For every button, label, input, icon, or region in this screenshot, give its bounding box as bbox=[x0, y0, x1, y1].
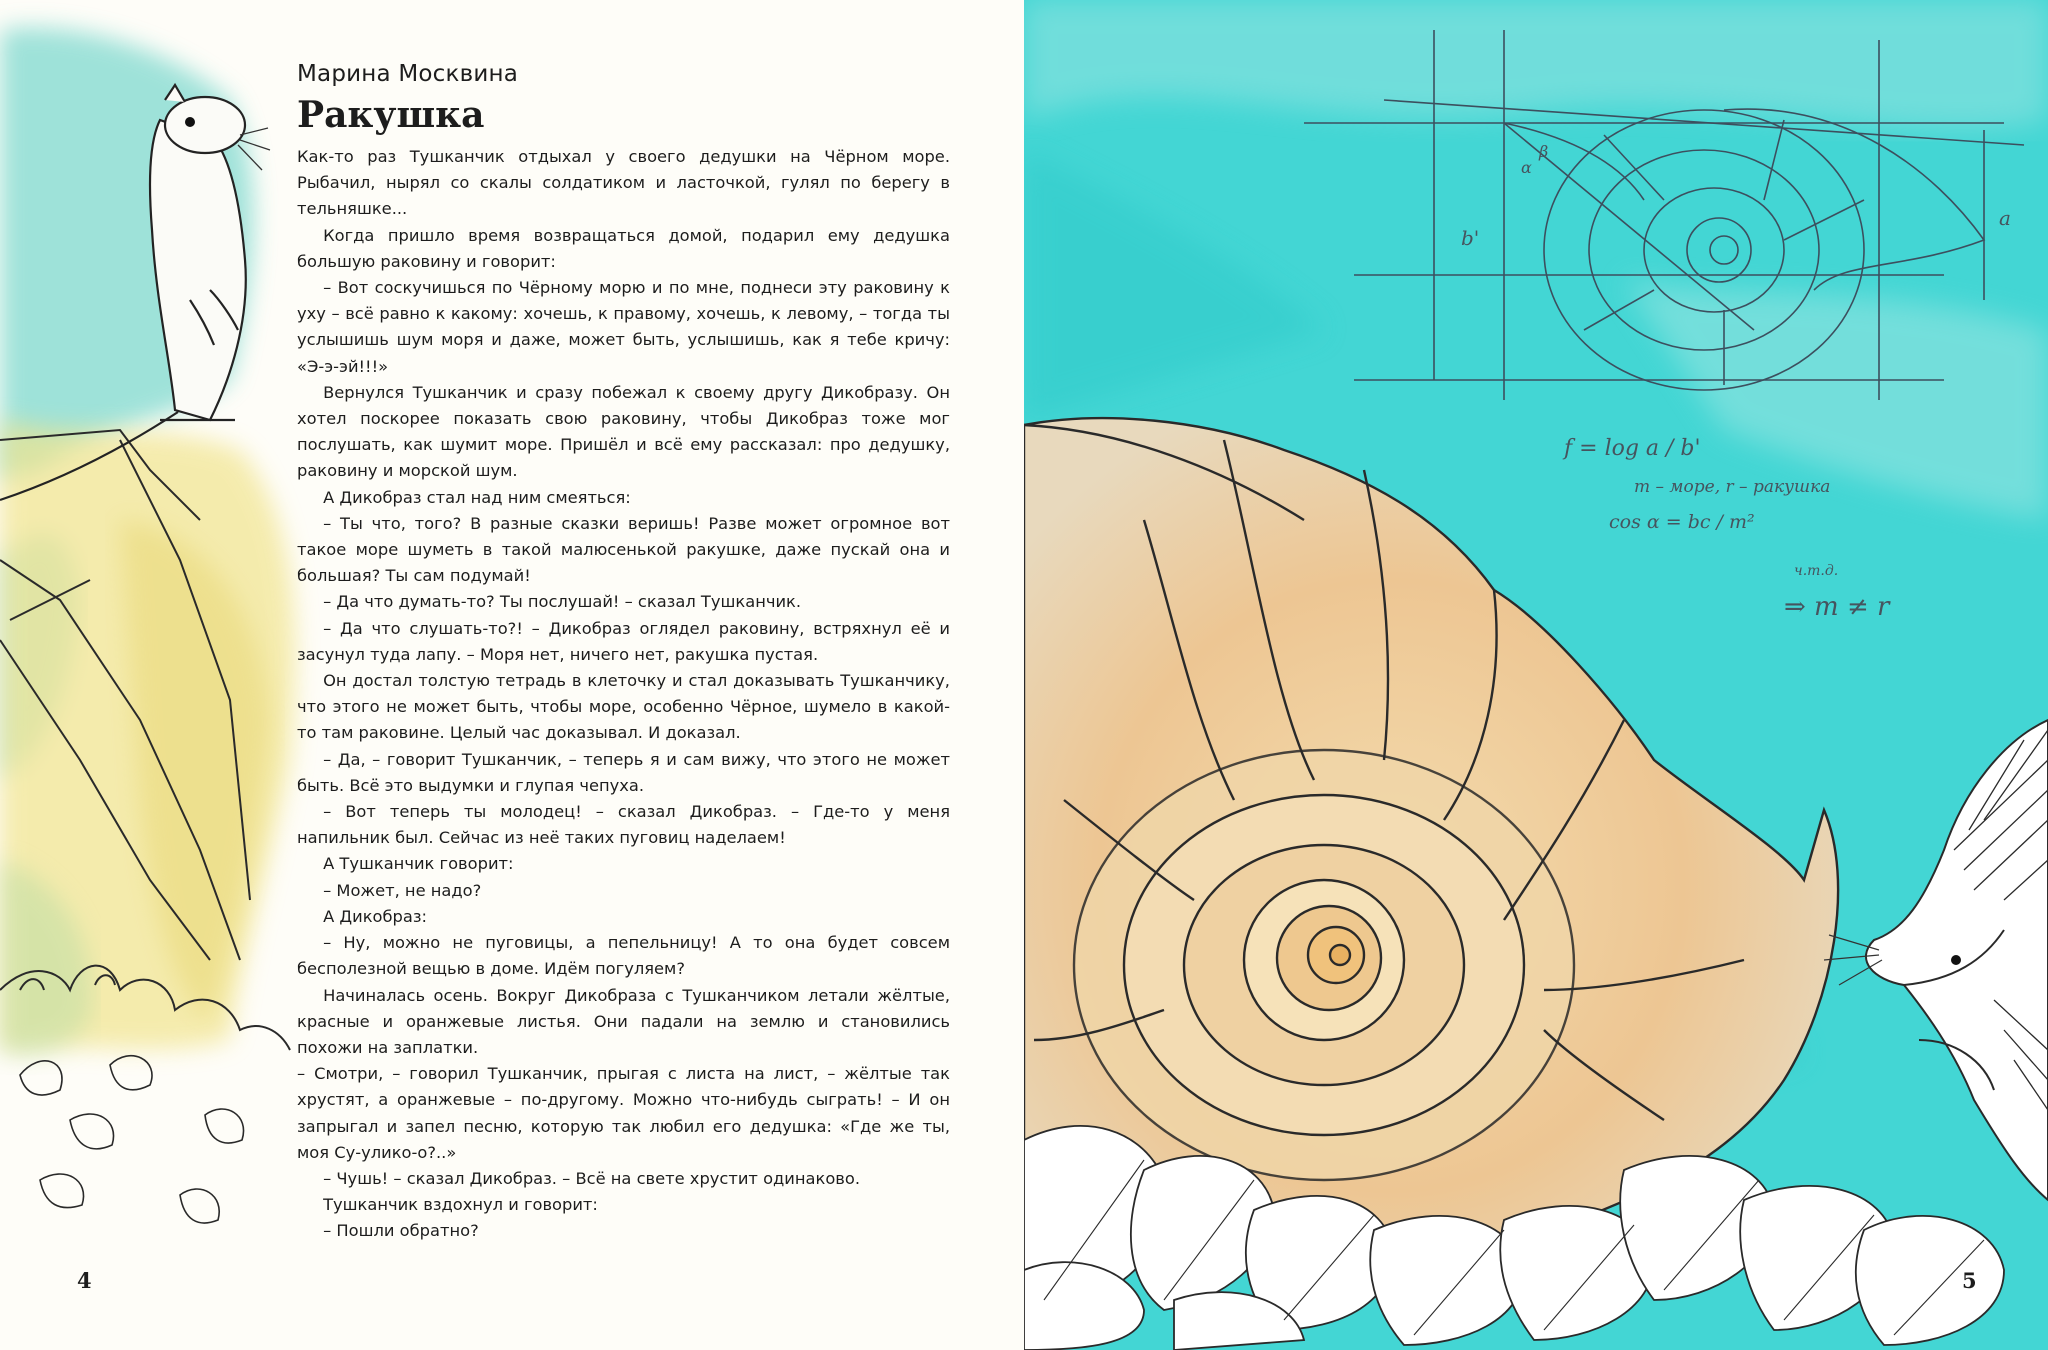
paragraph: – Ну, можно не пуговицы, а пепельницу! А то она будет совсем бесполезной вещью в доме. Идём погуляем? bbox=[297, 933, 950, 979]
paragraph: – Да, – говорит Тушканчик, – теперь я и сам вижу, что этого не может быть. Всё это выдумки и глупая чепуха. bbox=[297, 749, 950, 795]
paragraph: А Дикобраз стал над ним смеяться: bbox=[323, 487, 631, 507]
paragraph: – Пошли обратно? bbox=[323, 1221, 479, 1241]
angle-alpha-label: α bbox=[1521, 158, 1532, 177]
page-number-right: 5 bbox=[1962, 1268, 1977, 1293]
paragraph: А Тушканчик говорит: bbox=[323, 854, 514, 874]
paragraph: Вернулся Тушканчик и сразу побежал к своему другу Дикобразу. Он хотел поскорее показать свою раковину, чтобы Дикобраз тоже мог послушать, как шумит море. Пришёл и всё ему рассказал: про дедушку, раковину и морской шум. bbox=[297, 382, 950, 481]
paragraph: Когда пришло время возвращаться домой, подарил ему дедушка большую раковину и говорит: bbox=[297, 225, 950, 271]
story-title: Ракушка bbox=[297, 94, 485, 136]
leaf-sketches bbox=[20, 1056, 244, 1223]
paragraph: – Вот соскучишься по Чёрному морю и по мне, поднеси эту раковину к уху – всё равно к какому: хочешь, к правому, хочешь, к левому, – тогда ты услышишь шум моря и даже, может быть, услышишь, как я тебе кричу: «Э-э-эй!!!» bbox=[297, 278, 950, 376]
formula-legend: m – море, r – ракушка bbox=[1634, 477, 1831, 497]
paragraph: Он достал толстую тетрадь в клеточку и стал доказывать Тушканчику, что этого не может быть, чтобы море, особенно Чёрное, шумело в какой-то там раковине. Целый час доказывал. И доказал. bbox=[297, 671, 950, 743]
paragraph: – Чушь! – сказал Дикобраз. – Всё на свете хрустит одинаково. bbox=[323, 1168, 861, 1188]
paragraph: – Ты что, того? В разные сказки веришь! Разве может огромное вот такое море шуметь в такой малюсенькой ракушке, даже пускай она и большая? Ты сам подумай! bbox=[297, 513, 950, 586]
right-page bbox=[1024, 0, 2048, 1350]
formula-cos: cos α = bc / m² bbox=[1609, 511, 1755, 533]
formula-qed: ч.т.д. bbox=[1794, 563, 1839, 579]
formula-conclusion: ⇒ m ≠ r bbox=[1784, 592, 1890, 622]
paragraph: – Может, не надо? bbox=[323, 880, 482, 900]
page-number-left: 4 bbox=[77, 1268, 92, 1293]
a-label: a bbox=[1999, 206, 2011, 230]
author-name: Марина Москвина bbox=[297, 61, 519, 87]
paragraph: Начиналась осень. Вокруг Дикобраза с Тушканчиком летали жёлтые, красные и оранжевые листья. Они падали на землю и становились похожи на заплатки. bbox=[297, 985, 950, 1057]
paragraph: Тушканчик вздохнул и говорит: bbox=[323, 1195, 598, 1215]
b-prime-label: b' bbox=[1461, 226, 1480, 250]
paragraph: – Вот теперь ты молодец! – сказал Дикобраз. – Где-то у меня напильник был. Сейчас из неё таких пуговиц наделаем! bbox=[297, 802, 950, 848]
paragraph: – Да что думать-то? Ты послушай! – сказал Тушканчик. bbox=[323, 592, 802, 612]
paragraph: – Смотри, – говорил Тушканчик, прыгая с листа на лист, – жёлтые так хрустят, а оранжевые – по-другому. Можно что-нибудь сыграть! – И он запрыгал и запел песню, которую так любил его дедушка: «Где же ты, моя Су-улико-о?..» bbox=[297, 1064, 950, 1162]
paragraph: А Дикобраз: bbox=[323, 906, 427, 926]
paragraph: Как-то раз Тушканчик отдыхал у своего дедушки на Чёрном море. Рыбачил, нырял со скалы солдатиком и ласточкой, гулял по берегу в тельняшке... bbox=[297, 147, 950, 219]
story-text-block bbox=[297, 56, 950, 1245]
angle-beta-label: β bbox=[1539, 142, 1549, 161]
formula-log: f = log a / b' bbox=[1564, 436, 1701, 461]
paragraph: – Да что слушать-то?! – Дикобраз оглядел раковину, встряхнул её и засунул туда лапу. – Моря нет, ничего нет, ракушка пустая. bbox=[297, 618, 950, 664]
shell-illustration bbox=[1024, 0, 2048, 1350]
